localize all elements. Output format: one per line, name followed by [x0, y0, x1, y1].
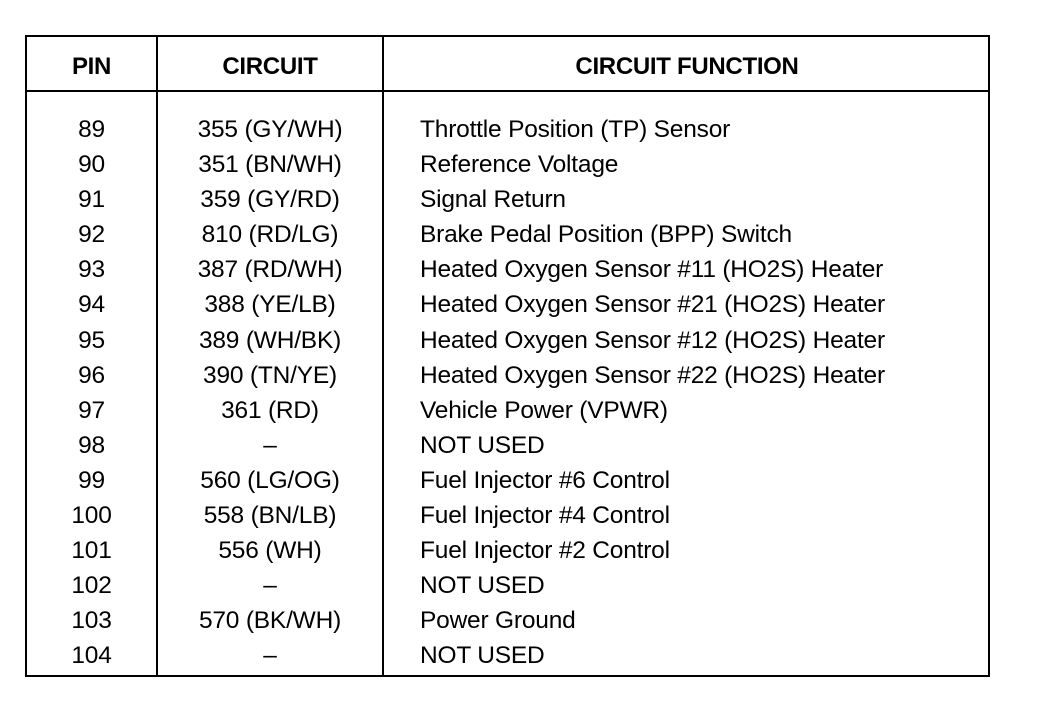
table-body [27, 112, 988, 674]
table-row [27, 568, 988, 603]
table-row [27, 463, 988, 498]
circuit-cell: 389 (WH/BK) [198, 326, 342, 354]
circuit-cell: 351 (BN/WH) [198, 151, 342, 179]
pin-cell: 101 [71, 537, 112, 565]
pin-cell: 90 [78, 151, 105, 179]
circuit-cell: 570 (BK/WH) [198, 607, 342, 635]
function-cell: Vehicle Power (VPWR) [420, 396, 668, 424]
header-rule [27, 90, 988, 92]
circuit-cell: – [263, 431, 277, 459]
pin-cell: 96 [78, 361, 105, 389]
header-circuit-function: CIRCUIT FUNCTION [575, 53, 799, 80]
circuit-cell: 390 (TN/YE) [203, 361, 337, 389]
function-cell: Power Ground [420, 607, 576, 635]
circuit-cell: 560 (LG/OG) [200, 466, 340, 494]
function-cell: Fuel Injector #6 Control [420, 466, 670, 494]
function-cell: Heated Oxygen Sensor #12 (HO2S) Heater [420, 326, 885, 354]
pin-cell: 97 [78, 396, 105, 424]
pin-table [25, 35, 990, 677]
circuit-cell: 355 (GY/WH) [197, 116, 343, 143]
pin-cell: 91 [78, 186, 105, 214]
header-pin: PIN [71, 53, 112, 80]
table-row [27, 638, 988, 673]
table-row [27, 252, 988, 287]
circuit-cell: – [263, 572, 277, 600]
pin-cell: 98 [78, 431, 105, 459]
table-row [27, 217, 988, 252]
pin-cell: 94 [78, 291, 105, 319]
pin-cell: 103 [71, 607, 112, 635]
function-cell: Heated Oxygen Sensor #21 (HO2S) Heater [420, 291, 885, 319]
function-cell: Fuel Injector #4 Control [420, 502, 670, 530]
circuit-cell: 558 (BN/LB) [203, 502, 337, 530]
function-cell: NOT USED [420, 431, 545, 459]
circuit-cell: 556 (WH) [218, 537, 322, 565]
function-cell: Reference Voltage [420, 151, 619, 179]
function-cell: Brake Pedal Position (BPP) Switch [420, 221, 792, 249]
pin-cell: 89 [78, 116, 105, 143]
circuit-cell: 359 (GY/RD) [200, 186, 340, 214]
pin-cell: 93 [78, 256, 105, 284]
table-row [27, 287, 988, 322]
table-row [27, 603, 988, 638]
header-circuit: CIRCUIT [222, 53, 318, 80]
circuit-cell: 388 (YE/LB) [204, 291, 336, 319]
pin-cell: 100 [71, 502, 112, 530]
function-cell: Fuel Injector #2 Control [420, 537, 670, 565]
table-row [27, 428, 988, 463]
circuit-cell: 387 (RD/WH) [197, 256, 343, 284]
function-cell: NOT USED [420, 572, 545, 600]
table-row [27, 393, 988, 428]
function-cell: Signal Return [420, 186, 566, 214]
table-row [27, 358, 988, 393]
function-cell: Throttle Position (TP) Sensor [420, 116, 731, 143]
table-row [27, 112, 988, 147]
pin-cell: 95 [78, 326, 105, 354]
pin-cell: 92 [78, 221, 105, 249]
table-row [27, 182, 988, 217]
function-cell: NOT USED [420, 642, 545, 670]
circuit-cell: 810 (RD/LG) [201, 221, 339, 249]
circuit-cell: 361 (RD) [221, 396, 319, 424]
pin-cell: 104 [71, 642, 112, 670]
table-row [27, 147, 988, 182]
circuit-cell: – [263, 642, 277, 670]
table-row [27, 533, 988, 568]
function-cell: Heated Oxygen Sensor #11 (HO2S) Heater [420, 256, 884, 284]
pin-cell: 99 [78, 466, 105, 494]
table-row [27, 323, 988, 358]
function-cell: Heated Oxygen Sensor #22 (HO2S) Heater [420, 361, 885, 389]
pin-cell: 102 [71, 572, 112, 600]
table-row [27, 498, 988, 533]
